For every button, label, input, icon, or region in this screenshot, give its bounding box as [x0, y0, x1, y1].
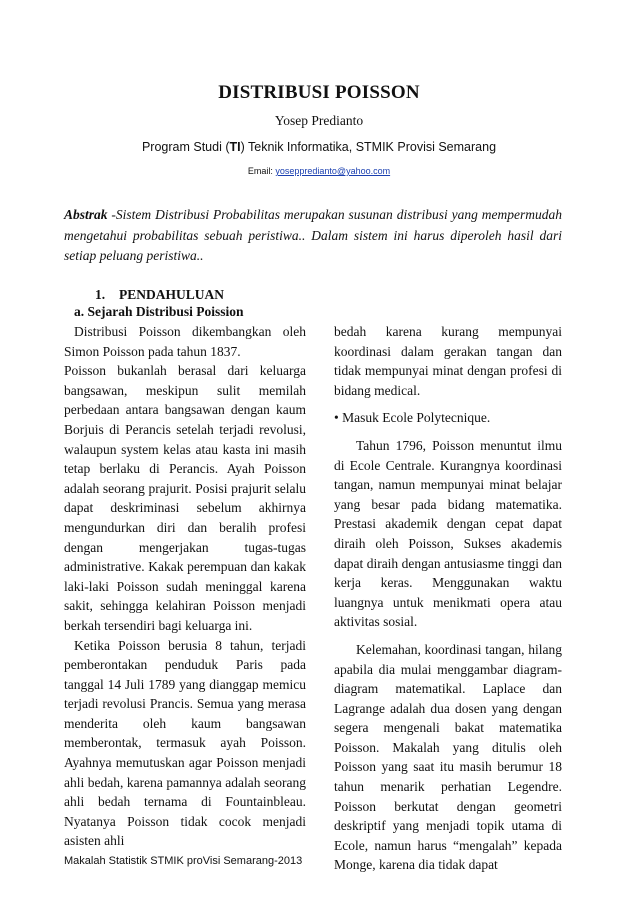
subsection-heading: a. Sejarah Distribusi Poission	[74, 304, 244, 319]
abstract	[64, 205, 562, 267]
email-label: Email:	[247, 166, 276, 176]
right-paragraph-intro: bedah karena kurang mempunyai koordinasi dalam gerakan tangan dan tidak mempunyai minat dengan profesi di bidang medical.	[334, 324, 562, 398]
left-paragraph-2: Poisson bukanlah berasal dari keluarga bangsawan, meskipun sulit memilah perbedaan antara bangsawan dengan kaum Borjuis di Perancis setelah terjadi revolusi, walaupun system kelas atau kasta ini masih tetap berlaku di Perancis. Ayah Poisson adalah seorang prajurit. Posisi prajurit selalu dapat deskriminasi sebelum akhirnya mengundurkan diri dan beralih profesi dengan mengerjakan tugas-tugas administrative. Kakak perempuan dan kakak laki-laki Poisson sudah meninggal karena sakit, sehingga kelahiran Poisson menjadi berkah tersendiri bagi keluarga ini.	[64, 363, 306, 633]
section-heading	[95, 287, 224, 303]
section-title: PENDAHULUAN	[119, 287, 225, 302]
affiliation-suffix: ) Teknik Informatika, STMIK Provisi Semarang	[240, 140, 497, 154]
affiliation-prefix: Program Studi (	[141, 140, 230, 154]
right-paragraph-2: Kelemahan, koordinasi tangan, hilang apabila dia mulai menggambar diagram-diagram matematikal. Laplace dan Lagrange adalah dua dosen yang dengan segera mengenali bakat matematika Poisson. Makalah yang ditulis oleh Poisson yang saat itu masih berumur 18 tahun menarik perhatian Legendre. Poisson berkutat dengan geometri deskriptif yang menjadi topik utama di Ecole, namun harus “mengalah” kepada Monge, karena dia tidak dapat	[334, 641, 562, 873]
left-paragraph-1: Distribusi Poisson dikembangkan oleh Simon Poisson pada tahun 1837.	[64, 324, 306, 359]
author-affiliation	[0, 140, 638, 154]
paper-title: DISTRIBUSI POISSON	[218, 82, 420, 103]
bullet-item: • Masuk Ecole Polytecnique.	[334, 410, 491, 426]
left-column	[64, 322, 306, 851]
left-paragraph-3: Ketika Poisson berusia 8 tahun, terjadi pemberontakan penduduk Paris pada tanggal 14 Juli 1789 yang dianggap memicu terjadi revolusi Prancis. Semua yang merasa menderita oleh kaum bangsawan memberontak, termasuk ayah Poisson. Ayahnya memutuskan agar Poisson menjadi ahli bedah, karena pamannya adalah seorang ahli bedah ternama di Fountainbleau. Nyatanya Poisson tidak cocok menjadi asisten ahli	[64, 637, 306, 849]
page-footer: Makalah Statistik STMIK proVisi Semarang-2013	[64, 855, 303, 867]
abstract-label: Abstrak	[64, 207, 108, 222]
author-name: Yosep Predianto	[274, 113, 364, 128]
right-paragraph-1: Tahun 1796, Poisson menuntut ilmu di Ecole Centrale. Kurangnya koordinasi tangan, namun mempunyai minat belajar yang besar pada bidang matematika. Prestasi akademik dengan cepat dapat diraih oleh Poisson, Sukses akademis dapat diraih dengan antusiasme tinggi dan kerja keras. Menggunakan waktu luangnya untuk menikmati opera atau aktivitas sosial.	[334, 437, 562, 630]
right-column	[334, 322, 562, 875]
section-number: 1.	[95, 287, 106, 302]
affiliation-abbrev: TI	[229, 140, 241, 154]
abstract-text: -Sistem Distribusi Probabilitas merupakan susunan distribusi yang mempermudah mengetahui probabilitas sebuah peristiwa.. Dalam sistem ini harus diperoleh hasil dari setiap peluang peristiwa..	[64, 207, 562, 263]
author-email	[0, 166, 638, 176]
email-link[interactable]: yoseppredianto@yahoo.com	[275, 166, 391, 176]
